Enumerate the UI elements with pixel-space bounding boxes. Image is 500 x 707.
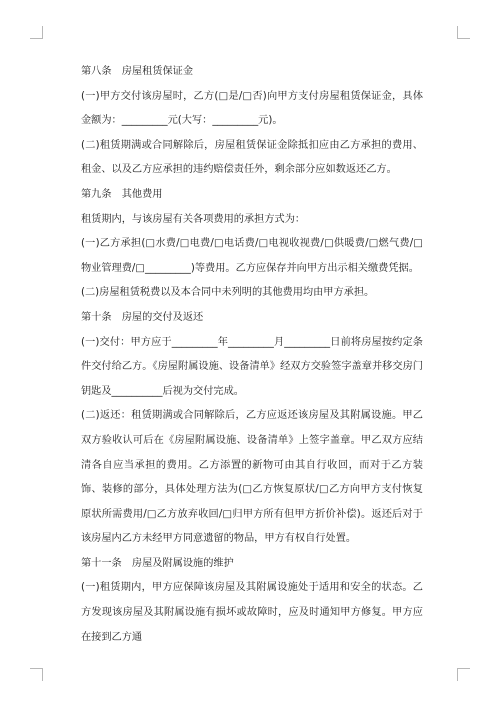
crop-mark-top-left [30, 26, 43, 39]
article-10-clause-1: (一)交付：甲方应于_________年_________月_________日前将房屋按约定条件交付给乙方。《房屋附属设施、设备清单》经双方交验签字盖章并移交房门钥匙及__________后视为交付完成。 [81, 336, 423, 397]
crop-mark-bottom-right [457, 668, 470, 681]
article-8-heading: 第八条 房屋租赁保证金 [81, 66, 194, 77]
crop-mark-top-right [457, 26, 470, 39]
article-10-clause-2: (二)返还：租赁期满或合同解除后，乙方应返还该房屋及其附属设施。甲乙双方验收认可后在《房屋附属设施、设备清单》上签字盖章。甲乙双方应结清各自应当承担的费用。乙方添置的新物可由其自行收回，而对于乙方装饰、装修的部分，具体处理方法为(□乙方恢复原状/□乙方向甲方支付恢复原状所需费用/□乙方放弃收回/□归甲方所有但甲方折价补偿)。返还后对于该房屋内乙方未经甲方同意遗留的物品，甲方有权自行处置。 [81, 410, 423, 545]
article-8-clause-1: (一)甲方交付该房屋时，乙方(□是/□否)向甲方支付房屋租赁保证金，具体金额为：_________元(大写：_________元)。 [81, 90, 423, 127]
article-10-heading: 第十条 房屋的交付及返还 [81, 311, 204, 323]
article-9-heading: 第九条 其他费用 [81, 188, 163, 200]
article-9-clause-2: (二)房屋租赁税费以及本合同中未列明的其他费用均由甲方承担。 [81, 287, 375, 299]
article-9-clause-1: (一)乙方承担(□水费/□电费/□电话费/□电视收视费/□供暖费/□燃气费/□物业管理费/□_________)等费用。乙方应保存并向甲方出示相关缴费凭据。 [81, 238, 423, 274]
article-9-intro: 租赁期内，与该房屋有关各项费用的承担方式为： [81, 213, 306, 225]
article-11-clause-1: (一)租赁期内，甲方应保障该房屋及其附属设施处于适用和安全的状态。乙方发现该房屋及其附属设施有损坏或故障时，应及时通知甲方修复。甲方应在接到乙方通 [81, 582, 423, 643]
article-8-clause-2: (二)租赁期满或合同解除后，房屋租赁保证金除抵扣应由乙方承担的费用、租金、以及乙方应承担的违约赔偿责任外，剩余部分应如数返还乙方。 [81, 139, 423, 176]
crop-mark-bottom-left [30, 668, 43, 681]
article-11-heading: 第十一条 房屋及附属设施的维护 [81, 557, 234, 569]
document-body [81, 60, 423, 650]
